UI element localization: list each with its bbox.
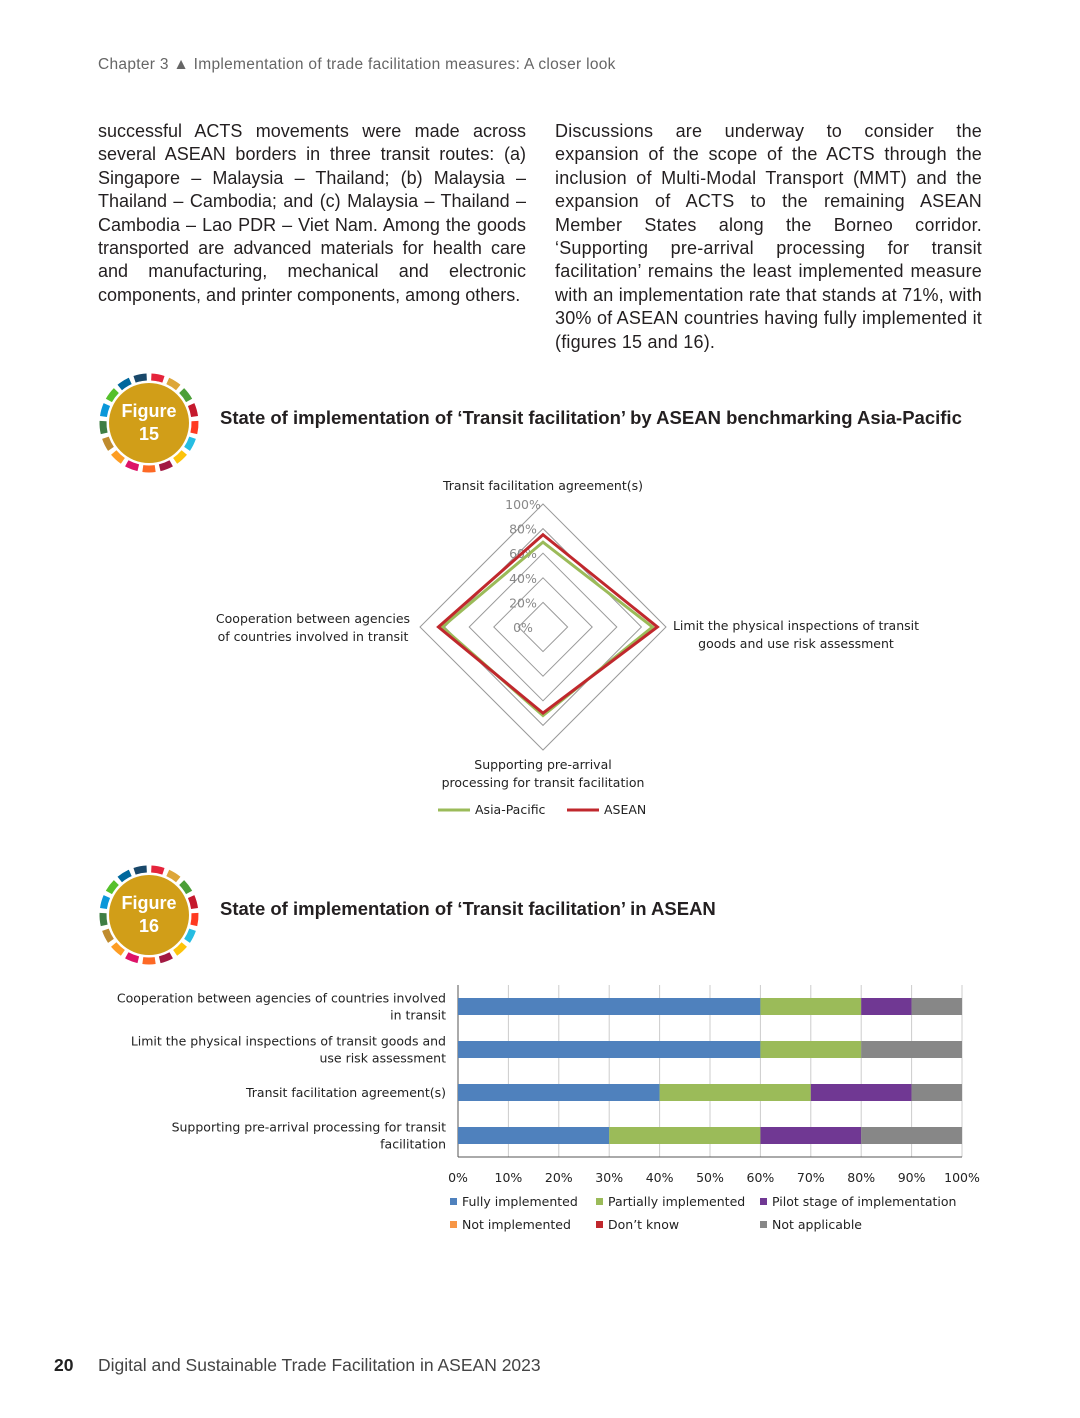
x-tick-label: 90% <box>897 1170 926 1185</box>
radar-gridline <box>445 529 642 726</box>
badge-number: 15 <box>138 424 160 444</box>
legend-label: Asia-Pacific <box>475 802 546 817</box>
legend-swatch <box>596 1221 603 1228</box>
radar-series-asean <box>438 535 657 713</box>
body-right-column: Discussions are underway to consider the expansion of the scope of the ACTS through the inclusion of Multi-Modal Transport (MMT) and the expansion of ACTS to the remaining ASEAN Member States along the Borneo corridor. ‘Supporting pre-arrival processing for transit facilitation’ remains the least implemented measure with an implementation rate that stands at 71%, with 30% of ASEAN countries having fully implemented it (figures 15 and 16). <box>555 121 982 352</box>
x-tick-label: 10% <box>494 1170 523 1185</box>
category-label: Supporting pre-arrival processing for transit <box>171 1119 446 1135</box>
x-tick-label: 60% <box>746 1170 775 1185</box>
x-tick-label: 20% <box>544 1170 573 1185</box>
x-tick-label: 40% <box>645 1170 674 1185</box>
x-tick-label: 70% <box>796 1170 825 1185</box>
triangle-icon: ▲ <box>173 56 190 73</box>
figure-title: State of implementation of ‘Transit facilitation’ in ASEAN <box>220 898 716 919</box>
x-tick-label: 30% <box>595 1170 624 1185</box>
radar-tick-label: 80% <box>509 521 537 537</box>
legend-swatch <box>596 1198 603 1205</box>
radar-axis-label: goods and use risk assessment <box>698 636 894 651</box>
bar-segment <box>458 1084 660 1101</box>
category-label: Transit facilitation agreement(s) <box>245 1085 446 1100</box>
category-label: facilitation <box>380 1136 446 1152</box>
radar-axis-label: of countries involved in transit <box>217 629 409 644</box>
badge-label: Figure <box>121 893 177 913</box>
radar-gridline <box>494 578 592 676</box>
legend-label: Don’t know <box>608 1217 680 1232</box>
radar-series-asia-pacific <box>442 542 652 715</box>
legend-swatch <box>760 1221 767 1228</box>
x-tick-label: 100% <box>944 1170 980 1185</box>
bar-segment <box>609 1127 760 1144</box>
bar-segment <box>861 998 911 1015</box>
legend-label: Fully implemented <box>462 1194 578 1209</box>
radar-tick-label: 40% <box>509 570 537 586</box>
radar-axis-label: processing for transit facilitation <box>441 775 645 790</box>
radar-axis-label: Limit the physical inspections of transit <box>672 618 920 633</box>
radar-axis-label: Supporting pre-arrival <box>474 757 612 772</box>
category-label: Limit the physical inspections of transit goods and <box>130 1033 446 1049</box>
bar-segment <box>912 998 962 1015</box>
radar-tick-label: 100% <box>505 497 541 512</box>
legend-label: Partially implemented <box>608 1194 746 1209</box>
badge-number: 16 <box>138 916 160 936</box>
legend-label: Not implemented <box>462 1217 571 1232</box>
bar-segment <box>660 1084 811 1101</box>
bar-segment <box>861 1041 962 1058</box>
figure-title: State of implementation of ‘Transit facilitation’ by ASEAN benchmarking Asia-Pacific <box>220 407 962 428</box>
category-label: in transit <box>390 1007 446 1023</box>
radar-tick-label: 0% <box>513 620 533 635</box>
bar-segment <box>912 1084 962 1101</box>
x-tick-label: 50% <box>696 1170 724 1185</box>
legend-label: Not applicable <box>772 1217 862 1232</box>
stacked-bar-chart <box>0 980 1080 1240</box>
radar-tick-label: 60% <box>509 546 537 562</box>
x-tick-label: 80% <box>847 1170 876 1185</box>
legend-swatch <box>760 1198 767 1205</box>
bar-segment <box>760 1041 861 1058</box>
bar-segment <box>458 1041 760 1058</box>
radar-chart <box>0 470 1080 830</box>
legend-label: ASEAN <box>604 802 647 817</box>
figure-badge <box>99 373 199 473</box>
body-left-column: successful ACTS movements were made across several ASEAN borders in three transit routes: (a) Singapore – Malaysia – Thailand; (b) Malaysia – Thailand – Cambodia; and (c) Malaysia – Thailand – Cambodia – Lao PDR – Viet Nam. Among the goods transported are advanced materials for health care and manufacturing, mechanical and electronic components, and printer components, among others. <box>98 121 526 305</box>
bar-segment <box>811 1084 912 1101</box>
category-label: use risk assessment <box>319 1050 446 1066</box>
bar-segment <box>458 1127 609 1144</box>
page-number: 20 <box>54 1355 74 1375</box>
legend-label: Pilot stage of implementation <box>772 1194 957 1209</box>
chapter-label: Chapter 3 <box>98 56 169 73</box>
figure-badge <box>99 865 199 965</box>
footer-title: Digital and Sustainable Trade Facilitation in ASEAN 2023 <box>98 1355 541 1375</box>
bar-segment <box>760 998 861 1015</box>
radar-axis-label: Cooperation between agencies <box>215 611 411 626</box>
badge-label: Figure <box>121 401 177 421</box>
category-label: Cooperation between agencies of countries involved <box>116 990 446 1006</box>
bar-segment <box>861 1127 962 1144</box>
x-tick-label: 0% <box>448 1170 468 1185</box>
legend-swatch <box>450 1198 457 1205</box>
legend-swatch <box>450 1221 457 1228</box>
running-header <box>98 56 616 74</box>
chapter-title: Implementation of trade facilitation measures: A closer look <box>193 56 616 73</box>
radar-tick-label: 20% <box>509 595 537 611</box>
bar-segment <box>760 1127 861 1144</box>
bar-segment <box>458 998 760 1015</box>
radar-axis-label: Transit facilitation agreement(s) <box>442 478 644 493</box>
